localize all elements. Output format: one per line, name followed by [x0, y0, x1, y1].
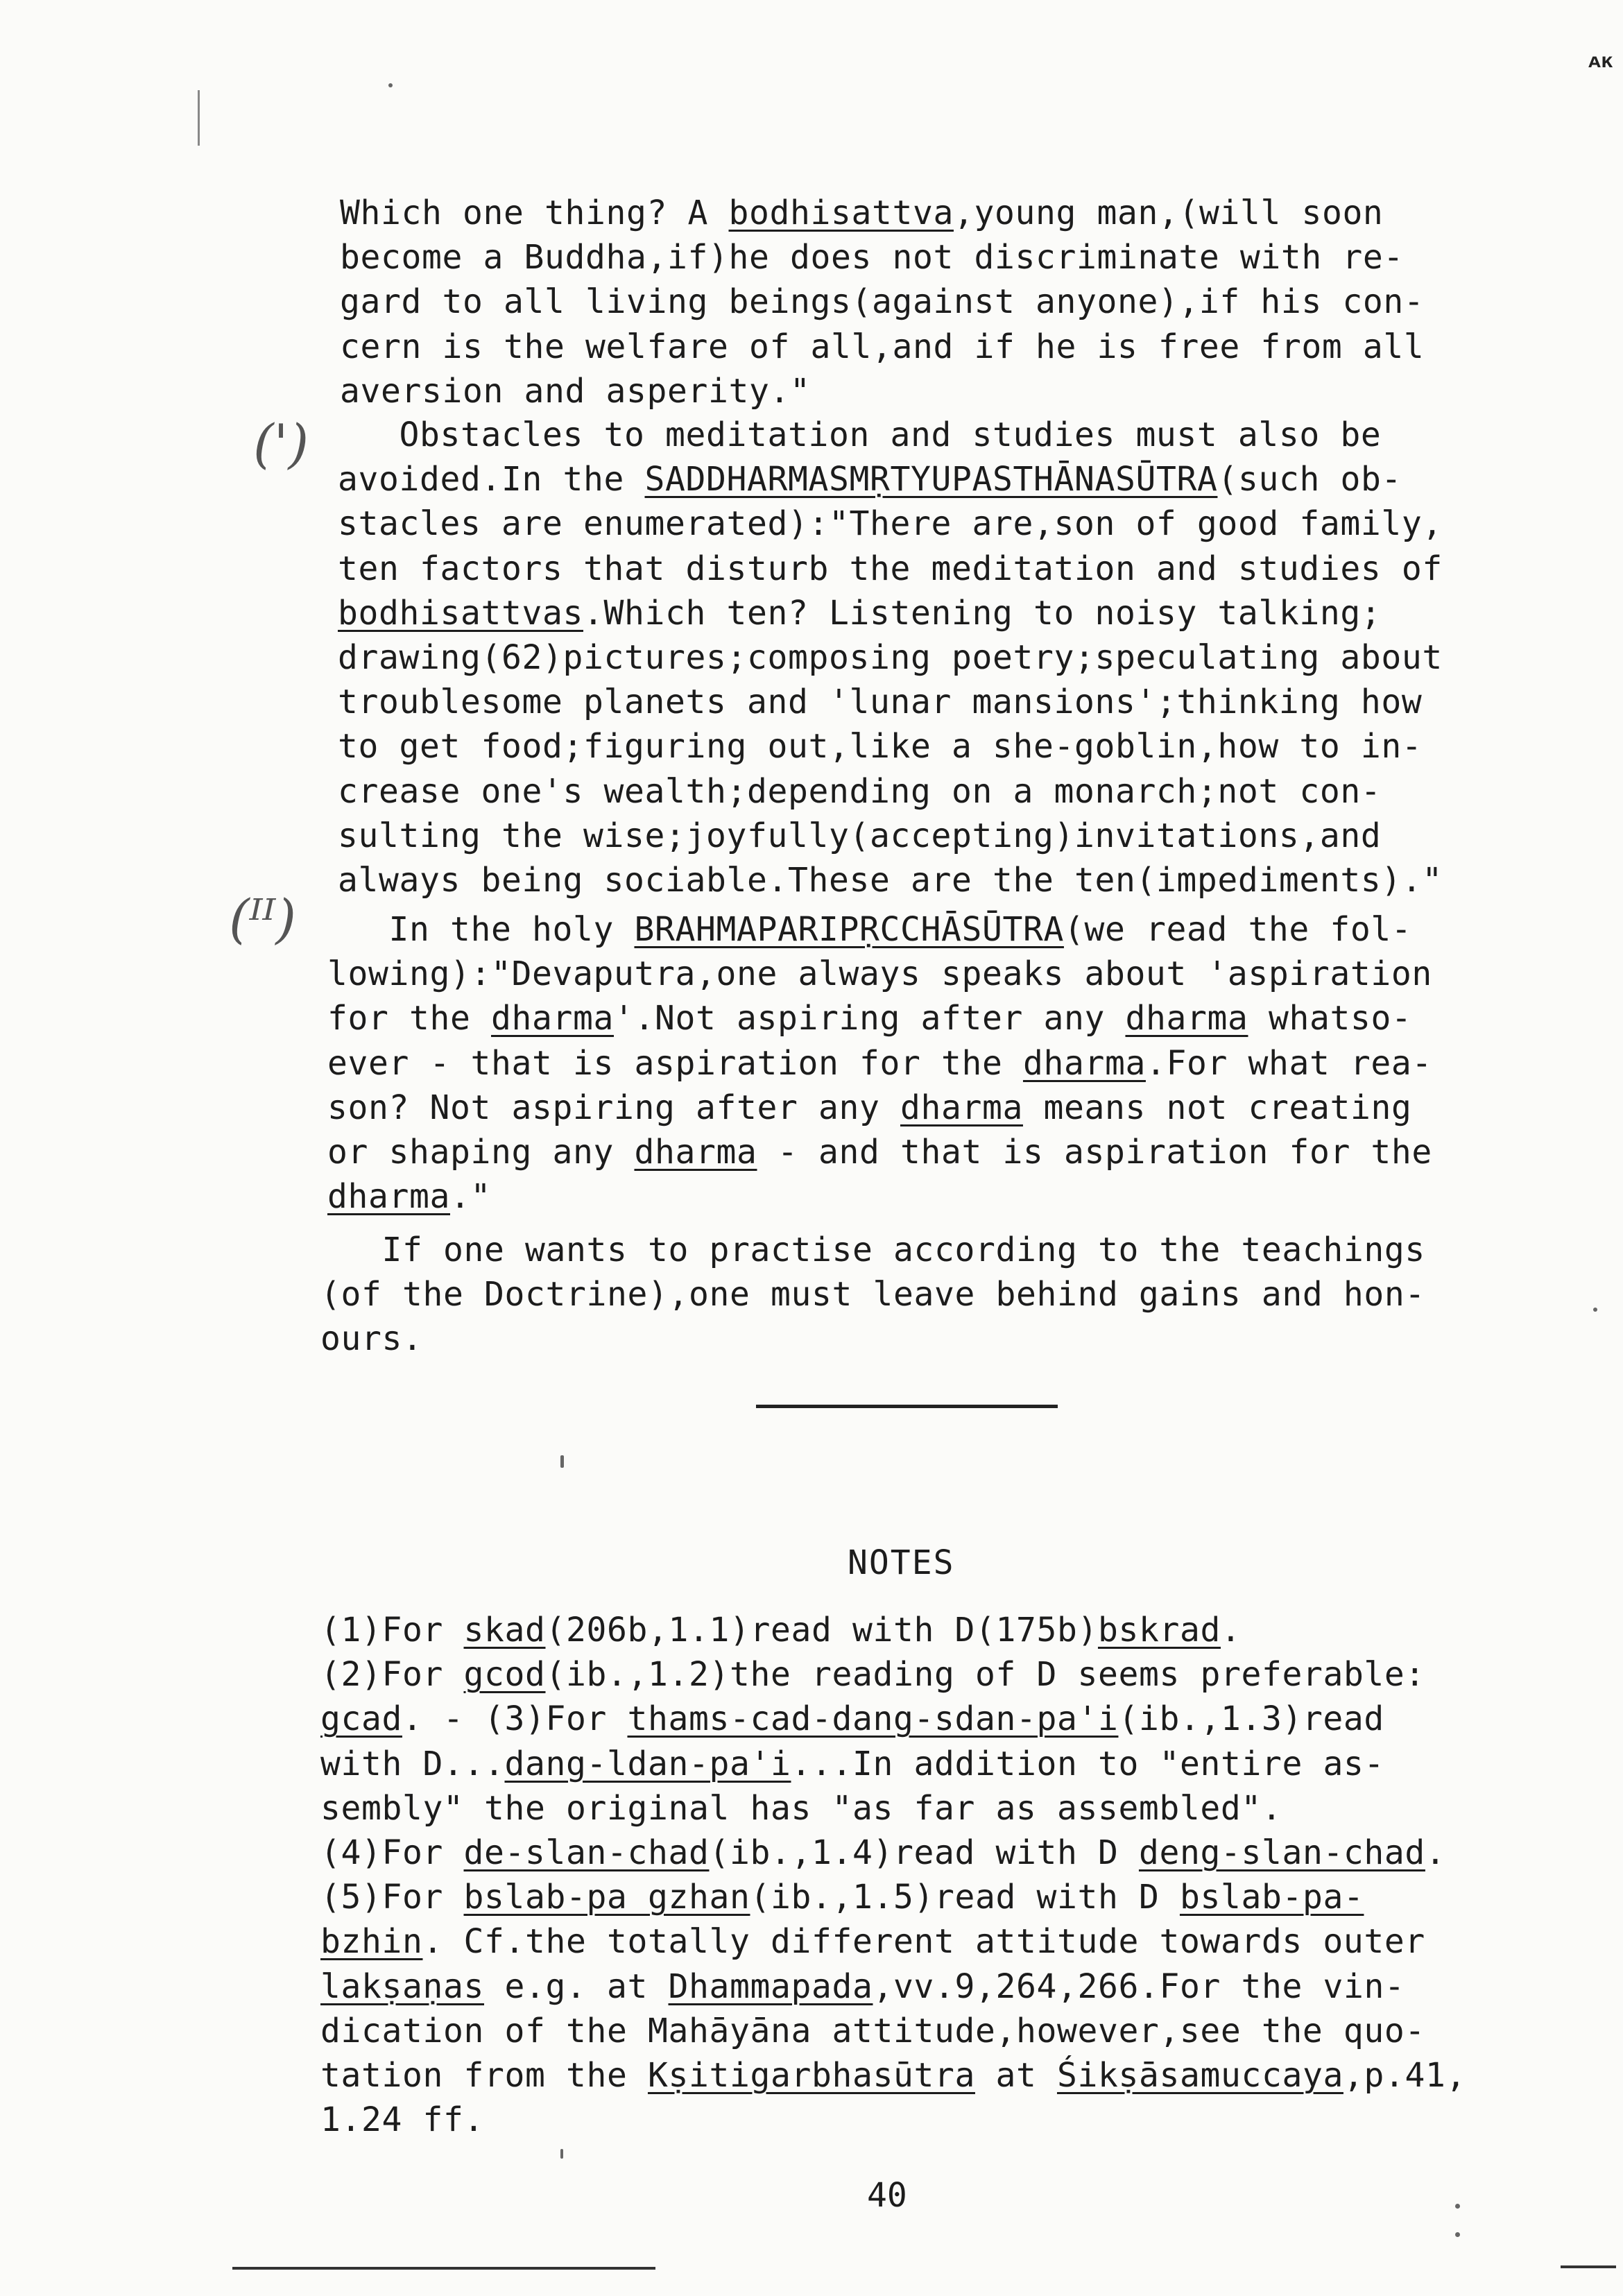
note-line [320, 1966, 1405, 2007]
paragraph-line [338, 771, 1381, 812]
underlined-term: SADDHARMASMṚTYUPASTHĀNASŪTRA [644, 460, 1218, 499]
text-run: lowing):"Devaputra,one always speaks about 'aspiration [327, 954, 1432, 994]
text-run: always being sociable.These are the ten(impediments)." [338, 861, 1443, 900]
paragraph-line [327, 1087, 1411, 1129]
text-run: . Cf.the totally different attitude towards outer [422, 1922, 1425, 1962]
text-run: crease one's wealth;depending on a monarch;not con- [338, 771, 1382, 811]
underlined-term: dharma [1022, 1043, 1146, 1083]
paragraph-line [327, 997, 1411, 1039]
text-run: or shaping any [327, 1133, 635, 1172]
note-line [320, 1788, 1282, 1829]
text-run: (2)For [320, 1655, 464, 1695]
text-run: cern is the welfare of all,and if he is free from all [340, 327, 1425, 366]
underlined-term: skad [463, 1611, 546, 1650]
margin-annotation: (ᴵᴵ) [229, 888, 297, 950]
scan-dot [560, 1455, 564, 1468]
text-run: ten factors that disturb the meditation and studies of [338, 549, 1443, 588]
paragraph-line [340, 192, 1383, 234]
paragraph-line [338, 726, 1422, 767]
note-line [320, 1876, 1364, 1918]
underlined-term: Śikṣāsamuccaya [1056, 2056, 1343, 2095]
underlined-term: deng-slan-chad [1138, 1833, 1425, 1872]
paragraph-line [340, 326, 1424, 368]
text-run: In the holy [327, 910, 635, 949]
text-run: . - (3)For [402, 1699, 628, 1739]
note-line [320, 1832, 1445, 1874]
text-run: to get food;figuring out,like a she-goblin,how to in- [338, 727, 1423, 766]
text-run: '.Not aspiring after any [614, 999, 1126, 1038]
text-run: sulting the wise;joyfully(accepting)invitations,and [338, 816, 1382, 855]
text-run: avoided.In the [338, 460, 645, 499]
page-number: 40 [867, 2176, 907, 2215]
underlined-term: gcad [320, 1699, 402, 1739]
text-run: (206b,1.1)read with D(175b) [545, 1611, 1098, 1650]
text-run: troublesome planets and 'lunar mansions';thinking how [338, 683, 1423, 722]
text-run: ,vv.9,264,266.For the vin- [873, 1967, 1405, 2006]
scan-edge [232, 2267, 655, 2270]
paragraph-line [320, 1318, 423, 1360]
note-line [320, 1609, 1241, 1651]
underlined-term: lakṣaṇas [320, 1967, 484, 2006]
text-run: 1.24 ff. [320, 2100, 484, 2140]
paragraph-line [338, 548, 1443, 590]
underlined-term: dharma [327, 1177, 450, 1217]
text-run: ever - that is aspiration for the [327, 1043, 1023, 1083]
note-line [320, 1698, 1384, 1740]
note-line [320, 2055, 1466, 2096]
underlined-term: dang-ldan-pa'i [504, 1744, 791, 1783]
margin-annotation: (') [253, 413, 309, 474]
paragraph-line [340, 370, 810, 412]
scan-edge [1561, 2265, 1616, 2268]
text-run: son? Not aspiring after any [327, 1088, 900, 1127]
text-run: ." [450, 1177, 491, 1217]
underlined-term: bskrad [1097, 1611, 1221, 1650]
text-run: become a Buddha,if)he does not discriminate with re- [340, 238, 1404, 277]
paragraph-line [338, 459, 1402, 500]
text-run: (1)For [320, 1611, 464, 1650]
scan-dot [1455, 2232, 1460, 2237]
text-run: (ib.,1.4)read with D [709, 1833, 1139, 1872]
underlined-term: bodhisattva [728, 194, 954, 232]
underlined-term: bodhisattvas [338, 593, 583, 633]
paragraph-line [327, 1131, 1432, 1173]
text-run: (ib.,1.5)read with D [750, 1878, 1180, 1917]
underlined-term: bslab-pa- [1179, 1878, 1364, 1917]
text-run: with D... [320, 1744, 505, 1783]
scan-mark [198, 90, 200, 146]
note-line [320, 2099, 484, 2141]
underlined-term: thams-cad-dang-sdan-pa'i [627, 1699, 1119, 1739]
note-line [320, 1921, 1425, 1962]
paragraph-line [340, 281, 1424, 323]
paragraph-line [327, 909, 1411, 950]
underlined-term: dharma [634, 1133, 757, 1172]
underlined-term: dharma [491, 999, 614, 1038]
paragraph-line [338, 637, 1443, 678]
paragraph-line [320, 1229, 1425, 1271]
text-run: ,p.41, [1343, 2056, 1466, 2095]
scan-dot [560, 2149, 563, 2159]
text-run: stacles are enumerated):"There are,son of good family, [338, 504, 1443, 544]
text-run: Which one thing? A [340, 194, 729, 232]
text-run: aversion and asperity." [340, 371, 811, 411]
paragraph-line [338, 592, 1381, 634]
section-divider [756, 1405, 1058, 1408]
underlined-term: gcod [463, 1655, 546, 1695]
text-run: at [974, 2056, 1057, 2095]
note-line [320, 1654, 1425, 1695]
text-run: gard to all living beings(against anyone),if his con- [340, 282, 1425, 322]
text-run: dication of the Mahāyāna attitude,however,see the quo- [320, 2011, 1425, 2050]
text-run: drawing(62)pictures;composing poetry;speculating about [338, 638, 1443, 677]
paragraph-line [338, 503, 1443, 545]
text-run: (5)For [320, 1878, 464, 1917]
paragraph-line [327, 953, 1432, 995]
scan-dot [388, 83, 393, 87]
paragraph-line [327, 1176, 491, 1217]
text-run: whatso- [1248, 999, 1412, 1038]
text-run: (4)For [320, 1833, 464, 1872]
text-run: If one wants to practise according to the teachings [320, 1231, 1425, 1269]
notes-heading: NOTES [848, 1543, 955, 1582]
paragraph-line [338, 681, 1422, 723]
text-run: Obstacles to meditation and studies must also be [338, 415, 1382, 454]
text-run: tation from the [320, 2056, 648, 2095]
scan-dot [1455, 2204, 1460, 2209]
text-run: e.g. at [484, 1967, 669, 2006]
text-run: ...In addition to "entire as- [791, 1744, 1384, 1783]
paragraph-line [320, 1274, 1425, 1315]
underlined-term: dharma [900, 1088, 1023, 1127]
text-run: .Which ten? Listening to noisy talking; [583, 593, 1382, 633]
underlined-term: de-slan-chad [463, 1833, 710, 1872]
underlined-term: dharma [1125, 999, 1248, 1038]
text-run: (ib.,1.2)the reading of D seems preferable: [545, 1655, 1425, 1695]
scan-dot [1593, 1308, 1597, 1312]
text-run: . [1425, 1833, 1446, 1872]
corner-mark: ᴀᴋ [1588, 49, 1614, 73]
text-run: ,young man,(will soon [953, 194, 1384, 232]
text-run: sembly" the original has "as far as assembled". [320, 1788, 1282, 1828]
text-run: (we read the fol- [1063, 910, 1412, 949]
underlined-term: BRAHMAPARIPṚCCHĀSŪTRA [634, 910, 1064, 949]
note-line [320, 1743, 1384, 1785]
text-run: (ib.,1.3)read [1118, 1699, 1384, 1739]
underlined-term: Kṣitigarbhasūtra [647, 2056, 975, 2095]
note-line [320, 2010, 1425, 2052]
paragraph-line [338, 815, 1381, 857]
text-run: . [1220, 1611, 1242, 1650]
paragraph-line [338, 414, 1381, 456]
paragraph-line [327, 1043, 1432, 1084]
text-run: .For what rea- [1145, 1043, 1432, 1083]
text-run: for the [327, 999, 491, 1038]
text-run: (of the Doctrine),one must leave behind gains and hon- [320, 1275, 1425, 1314]
paragraph-line [340, 237, 1404, 278]
text-run: - and that is aspiration for the [757, 1133, 1432, 1172]
text-run: ours. [320, 1319, 423, 1359]
text-run: (such ob- [1217, 460, 1402, 499]
paragraph-line [338, 859, 1443, 901]
text-run: means not creating [1022, 1088, 1412, 1127]
underlined-term: bzhin [320, 1922, 423, 1962]
underlined-term: bslab-pa gzhan [463, 1878, 750, 1917]
underlined-term: Dhammapada [668, 1967, 873, 2006]
